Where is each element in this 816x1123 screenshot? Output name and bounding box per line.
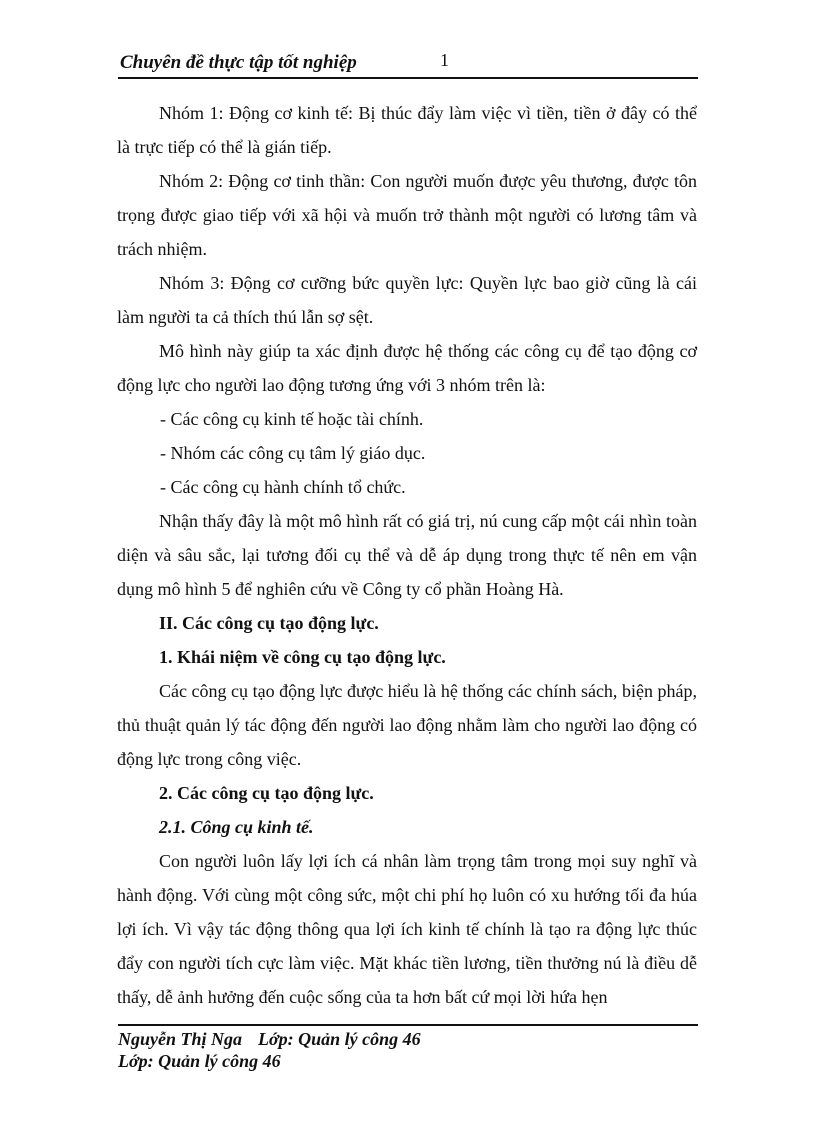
paragraph-economic-tools: Con người luôn lấy lợi ích cá nhân làm trọng tâm trong mọi suy nghĩ và hành động. Với cùng một công sức, một chi phí họ luôn có xu hướng tối đa húa lợi ích. Vì vậy tác động thông qua lợi ích kinh tế chính là tạo ra động lực thúc đẩy con người tích cực làm việc. Mặt khác tiền lương, tiền thưởng nú là điều dễ thấy, dễ ảnh hưởng đến cuộc sống của ta hơn bất cứ mọi lời hứa hẹn xyxy=(117,851,697,1007)
footer-author: Nguyễn Thị Nga xyxy=(118,1029,243,1049)
paragraph-group-3: Nhóm 3: Động cơ cưỡng bức quyền lực: Quyền lực bao giờ cũng là cái làm người ta cả thích thú lẫn sợ sệt. xyxy=(117,273,697,327)
footer-class-line: Lớp: Quản lý công 46 xyxy=(118,1051,281,1071)
subsection-heading-1: 1. Khái niệm về công cụ tạo động lực. xyxy=(159,647,446,667)
bullet-item: - Các công cụ hành chính tổ chức. xyxy=(160,477,406,497)
footer-author-line xyxy=(118,1028,698,1050)
bullet-item: - Nhóm các công cụ tâm lý giáo dục. xyxy=(160,443,426,463)
subsection-heading-2: 2. Các công cụ tạo động lực. xyxy=(159,783,374,803)
paragraph-definition: Các công cụ tạo động lực được hiểu là hệ thống các chính sách, biện pháp, thủ thuật quản lý tác động đến người lao động nhằm làm cho người lao động có động lực trong công việc. xyxy=(117,681,697,769)
page-footer xyxy=(118,1028,698,1072)
page-header xyxy=(118,52,698,78)
document-body xyxy=(117,96,697,1014)
paragraph-model-value: Nhận thấy đây là một mô hình rất có giá trị, nú cung cấp một cái nhìn toàn diện và sâu sắc, lại tương đối cụ thể và dễ áp dụng trong thực tế nên em vận dụng mô hình 5 để nghiên cứu về Công ty cổ phần Hoàng Hà. xyxy=(117,511,697,599)
header-title: Chuyên đề thực tập tốt nghiệp xyxy=(120,52,357,73)
header-rule xyxy=(118,77,698,79)
section-heading-II: II. Các công cụ tạo động lực. xyxy=(159,613,379,633)
paragraph-group-2: Nhóm 2: Động cơ tinh thần: Con người muốn được yêu thương, được tôn trọng được giao tiếp với xã hội và muốn trở thành một người có lương tâm và trách nhiệm. xyxy=(117,171,697,259)
footer-rule xyxy=(118,1024,698,1026)
subsection-heading-2-1: 2.1. Công cụ kinh tế. xyxy=(159,817,314,837)
paragraph-group-1: Nhóm 1: Động cơ kinh tế: Bị thúc đẩy làm việc vì tiền, tiền ở đây có thể là trực tiếp có thể là gián tiếp. xyxy=(117,103,697,157)
paragraph-model-intro: Mô hình này giúp ta xác định được hệ thống các công cụ để tạo động cơ động lực cho người lao động tương ứng với 3 nhóm trên là: xyxy=(117,341,697,395)
footer-class-inline: Lớp: Quản lý công 46 xyxy=(258,1029,421,1049)
page-number: 1 xyxy=(440,50,449,70)
bullet-item: - Các công cụ kinh tế hoặc tài chính. xyxy=(160,409,424,429)
